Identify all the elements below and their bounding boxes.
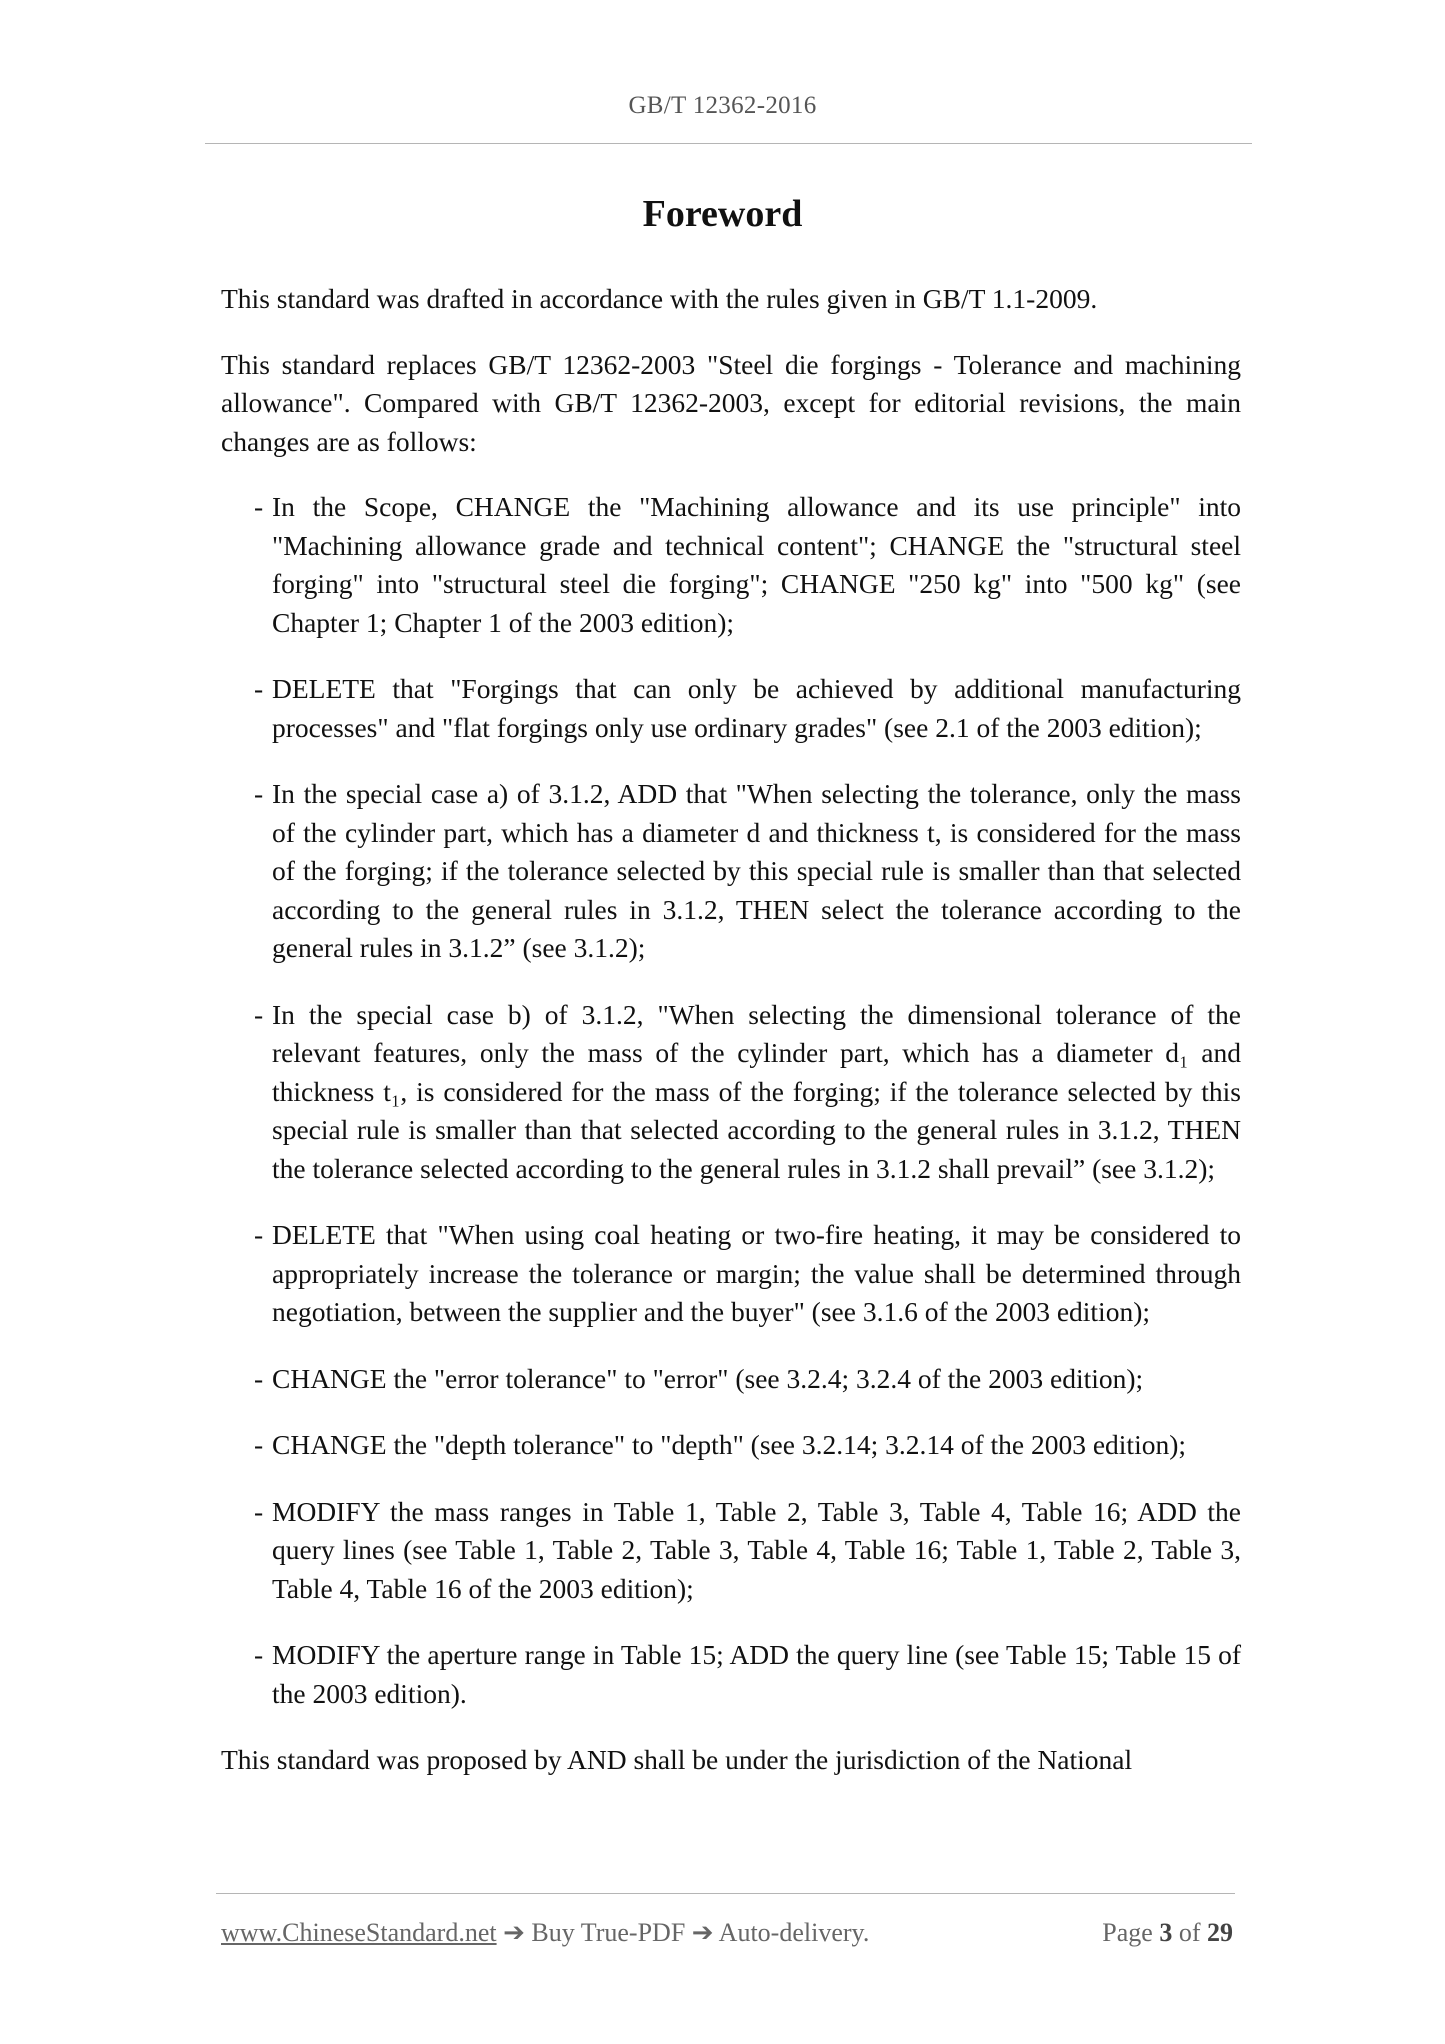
change-list-item-text: CHANGE the "error tolerance" to "error" (see 3.2.4; 3.2.4 of the 2003 edition); <box>272 1362 1144 1394</box>
header-divider <box>205 143 1252 144</box>
change-list-item-text: In the special case a) of 3.1.2, ADD that "When selecting the tolerance, only the mass of the cylinder part, which has a diameter d and thickness t, is considered for the mass of the forging; if the tolerance selected by this special rule is smaller than that selected according to the general rules in 3.1.2, THEN select the tolerance according to the general rules in 3.1.2” (see 3.1.2); <box>272 778 1241 963</box>
paragraph-drafting-rules: This standard was drafted in accordance with the rules given in GB/T 1.1-2009. <box>221 283 1098 314</box>
current-page-number: 3 <box>1159 1918 1173 1947</box>
list-dash: - <box>254 673 264 704</box>
list-dash: - <box>254 1362 264 1394</box>
change-list-item-text: In the special case b) of 3.1.2, "When selecting the dimensional tolerance of the relevant features, only the mass of the cylinder part, which has a diameter d₁ and thickness t₁, is considered for the mass of the forging; if the tolerance selected by this special rule is smaller than that selected according to the general rules in 3.1.2, THEN the tolerance selected according to the general rules in 3.1.2 shall prevail” (see 3.1.2); <box>272 998 1241 1184</box>
footer-promo <box>221 1918 869 1948</box>
change-list-item <box>221 1360 1241 1399</box>
change-list-item-text: MODIFY the aperture range in Table 15; ADD the query line (see Table 15; Table 15 of the 2003 edition). <box>272 1639 1241 1709</box>
list-dash: - <box>254 1429 264 1460</box>
change-list-item-text: DELETE that "When using coal heating or two-fire heating, it may be considered to appropriately increase the tolerance or margin; the value shall be determined through negotiation, between the supplier and the buyer" (see 3.1.6 of the 2003 edition); <box>272 1219 1241 1327</box>
change-list-item <box>221 996 1241 1189</box>
change-list-item <box>221 670 1241 747</box>
document-body <box>221 280 1241 1807</box>
total-page-number: 29 <box>1207 1918 1233 1947</box>
change-list-item <box>221 775 1241 968</box>
page-label: Page <box>1102 1918 1153 1947</box>
paragraph-replaces: This standard replaces GB/T 12362-2003 "Steel die forgings - Tolerance and machining allowance". Compared with GB/T 12362-2003, except for editorial revisions, the main changes are as follows: <box>221 348 1241 457</box>
page-number <box>1102 1918 1233 1948</box>
change-list-item-text: DELETE that "Forgings that can only be achieved by additional manufacturing processes" and "flat forgings only use ordinary grades" (see 2.1 of the 2003 edition); <box>272 673 1241 743</box>
change-list-item <box>221 1426 1241 1465</box>
list-dash: - <box>254 491 264 522</box>
arrow-right-icon: ➔ <box>691 1918 714 1947</box>
change-list-item <box>221 1493 1241 1609</box>
list-dash: - <box>254 1219 264 1250</box>
document-code-header: GB/T 12362-2016 <box>628 92 817 119</box>
auto-delivery-text: Auto-delivery. <box>718 1918 870 1947</box>
page-title: Foreword <box>642 193 803 235</box>
change-list-item <box>221 1216 1241 1332</box>
paragraph-closing: This standard was proposed by AND shall be under the jurisdiction of the National <box>221 1744 1133 1775</box>
arrow-right-icon: ➔ <box>503 1918 525 1947</box>
list-dash: - <box>254 1495 264 1527</box>
list-dash: - <box>254 998 264 1030</box>
buy-true-pdf-text: Buy True-PDF <box>531 1918 686 1947</box>
list-dash: - <box>254 1639 264 1670</box>
list-dash: - <box>254 778 264 809</box>
change-list-item-text: CHANGE the "depth tolerance" to "depth" (see 3.2.14; 3.2.14 of the 2003 edition); <box>272 1429 1187 1460</box>
change-list-item-text: In the Scope, CHANGE the "Machining allowance and its use principle" into "Machining allowance grade and technical content"; CHANGE the "structural steel forging" into "structural steel die forging"; CHANGE "250 kg" into "500 kg" (see Chapter 1; Chapter 1 of the 2003 edition); <box>272 491 1241 638</box>
footer-divider <box>216 1893 1235 1894</box>
change-list-item-text: MODIFY the mass ranges in Table 1, Table 2, Table 3, Table 4, Table 16; ADD the query lines (see Table 1, Table 2, Table 3, Table 4, Table 16; Table 1, Table 2, Table 3, Table 4, Table 16 of the 2003 edition); <box>272 1495 1241 1604</box>
site-link[interactable]: www.ChineseStandard.net <box>221 1918 497 1947</box>
change-list-item <box>221 1636 1241 1713</box>
change-list-item <box>221 488 1241 642</box>
page-of-label: of <box>1178 1918 1201 1947</box>
